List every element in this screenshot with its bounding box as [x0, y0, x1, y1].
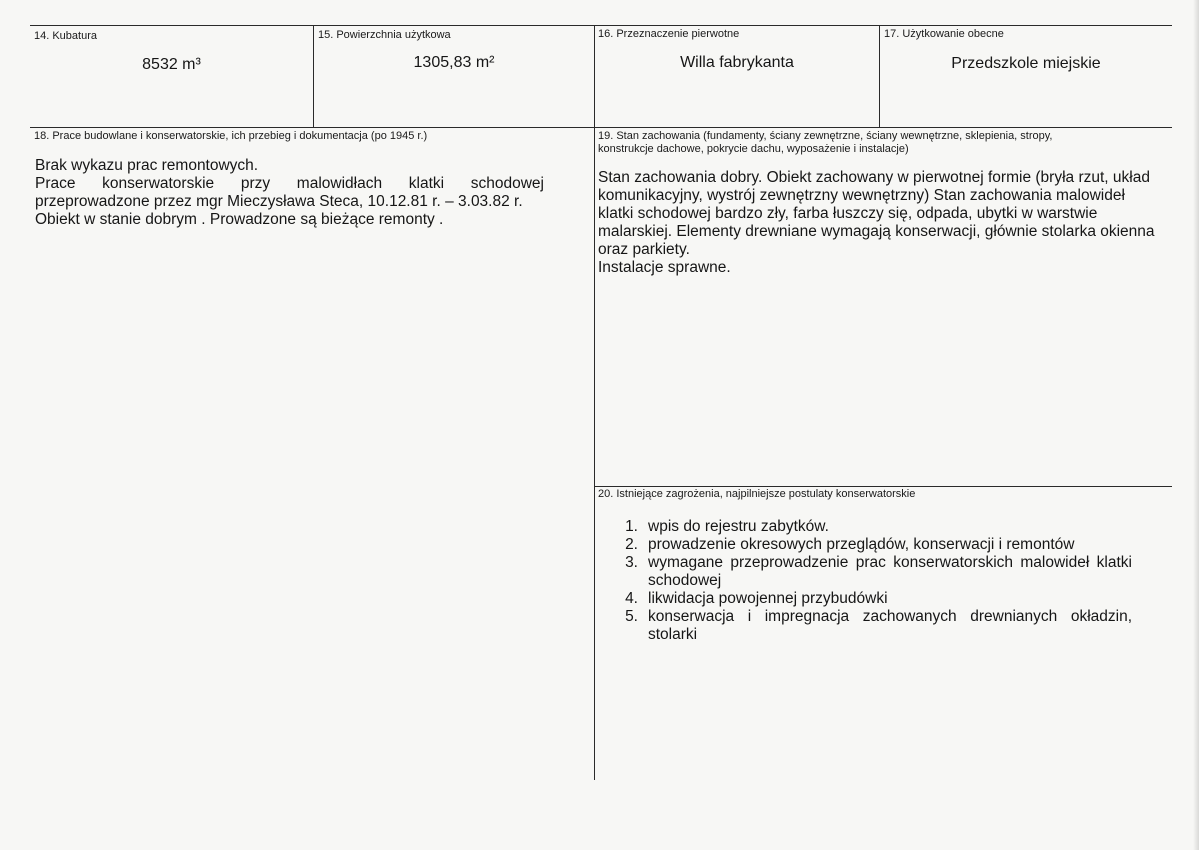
field-15-value: 1305,83 m² — [413, 54, 495, 71]
postulate-number: 1. — [625, 518, 638, 535]
postulate-number: 3. — [625, 554, 638, 571]
postulate-line: likwidacja powojennej przybudówki — [648, 590, 888, 607]
row-divider-2 — [595, 486, 1172, 487]
section-18-label: 18. Prace budowlane i konserwatorskie, ich przebieg i dokumentacja (po 1945 r.) — [34, 130, 428, 142]
postulate-number: 5. — [625, 608, 638, 625]
scan-edge-shadow — [1193, 0, 1199, 850]
section-19-line: malarskiej. Elementy drewniane wymagają konserwacji, głównie stolarka okienna — [598, 223, 1155, 240]
field-14-value: 8532 m³ — [142, 56, 201, 73]
field-17-value: Przedszkole miejskie — [951, 55, 1101, 72]
postulate-line: konserwacja i impregnacja zachowanych drewnianych okładzin, — [648, 608, 1132, 625]
postulate-item — [620, 536, 1132, 554]
field-15-label: 15. Powierzchnia użytkowa — [318, 29, 451, 41]
section-19-text — [598, 169, 1163, 277]
section-19-line: klatki schodowej bardzo zły, farba łuszczy się, odpada, ubytki w warstwie — [598, 205, 1098, 222]
section-18-line: Prace konserwatorskie przy malowidłach klatki schodowej — [35, 175, 544, 192]
postulate-line: schodowej — [648, 572, 722, 589]
section-19-label-line: konstrukcje dachowe, pokrycie dachu, wyposażenie i instalacje) — [598, 143, 909, 155]
field-16-value: Willa fabrykanta — [680, 54, 794, 71]
section-19-line: Instalacje sprawne. — [598, 259, 731, 276]
postulate-item — [620, 608, 1132, 644]
col-divider-b — [594, 25, 595, 780]
postulate-line: wpis do rejestru zabytków. — [648, 518, 829, 535]
row-divider-1 — [30, 127, 1172, 128]
postulate-item — [620, 518, 1132, 536]
section-20-label: 20. Istniejące zagrożenia, najpilniejsze postulaty konserwatorskie — [598, 488, 916, 500]
col-divider-a — [313, 25, 314, 127]
section-18-line: Brak wykazu prac remontowych. — [35, 157, 259, 174]
section-19-line: komunikacyjny, wystrój zewnętrzny wewnętrzny) Stan zachowania malowideł — [598, 187, 1125, 204]
postulate-item — [620, 590, 1132, 608]
postulate-number: 4. — [625, 590, 638, 607]
postulate-item — [620, 554, 1132, 590]
postulates-list — [620, 518, 1132, 644]
postulate-line: stolarki — [648, 626, 698, 643]
section-19-label-line: 19. Stan zachowania (fundamenty, ściany zewnętrzne, ściany wewnętrzne, sklepienia, stropy, — [598, 130, 1053, 142]
field-17-label: 17. Użytkowanie obecne — [884, 28, 1004, 40]
col-divider-c — [879, 25, 880, 127]
section-18-line: przeprowadzone przez mgr Mieczysława Steca, 10.12.81 r. – 3.03.82 r. — [35, 193, 523, 210]
postulate-line: wymagane przeprowadzenie prac konserwatorskich malowideł klatki — [648, 554, 1132, 571]
section-19-label — [598, 130, 1053, 156]
field-14-label: 14. Kubatura — [34, 30, 97, 42]
section-18-text — [35, 157, 544, 229]
field-16-label: 16. Przeznaczenie pierwotne — [598, 28, 740, 40]
section-19-line: Stan zachowania dobry. Obiekt zachowany w pierwotnej formie (bryła rzut, układ — [598, 169, 1150, 186]
top-border — [30, 25, 1172, 26]
section-18-line: Obiekt w stanie dobrym . Prowadzone są bieżące remonty . — [35, 211, 444, 228]
postulate-number: 2. — [625, 536, 638, 553]
postulate-line: prowadzenie okresowych przeglądów, konserwacji i remontów — [648, 536, 1075, 553]
section-19-line: oraz parkiety. — [598, 241, 690, 258]
